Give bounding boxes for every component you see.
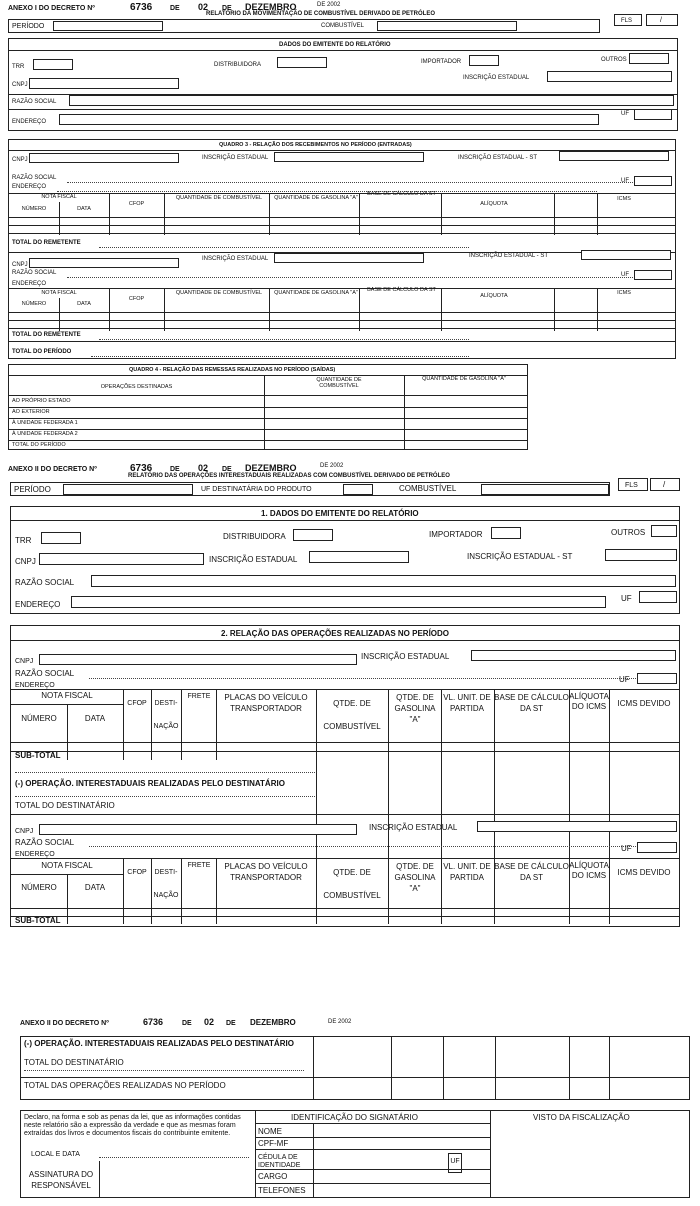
annex2-a-vlunit: VL. UNIT. DE PARTIDA — [443, 693, 491, 713]
annex2-b-uf: UF — [621, 844, 632, 853]
annex1-prefix: ANEXO I DO DECRETO Nº — [8, 5, 95, 12]
annex1-b1-inscricao-st-field[interactable] — [559, 151, 669, 161]
annex1-q4-qtdgas: QUANTIDADE DE GASOLINA "A" — [422, 376, 506, 382]
annex2-b-endereco: ENDEREÇO — [15, 851, 55, 858]
annex2-inscricao-st-field[interactable] — [605, 549, 677, 561]
annex1-b1-uf-field[interactable] — [634, 176, 672, 186]
annex1-emitente — [8, 38, 678, 131]
annex2-a-nota: NOTA FISCAL — [41, 691, 93, 700]
annex1-b1-cnpj-field[interactable] — [29, 153, 179, 163]
page3-ident-title: IDENTIFICAÇÃO DO SIGNATÁRIO — [291, 1113, 418, 1122]
page3-declaration: Declaro, na forma e sob as penas da lei, que as informações contidas neste relatório são a expressão da verdade e que as mesmas foram extraídas dos livros e documentos fiscais do contribuinte emitente. — [24, 1114, 241, 1137]
q4-row-label: AO PRÓPRIO ESTADO — [12, 398, 71, 404]
page3-prefix: ANEXO II DO DECRETO Nº — [20, 1020, 109, 1027]
annex1-b2-razao: RAZÃO SOCIAL — [12, 270, 57, 276]
annex2-cnpj-field[interactable] — [39, 553, 204, 565]
page3-opinter: (-) OPERAÇÃO. INTERESTADUAIS REALIZADAS PELO DESTINATÁRIO — [24, 1039, 294, 1048]
page3-cedula: CÉDULA DE IDENTIDADE — [258, 1154, 301, 1169]
annex2-year: DE 2002 — [320, 463, 344, 469]
annex2-day: 02 — [198, 463, 209, 473]
annex2-outros-field[interactable] — [651, 525, 677, 537]
annex1-day: 02 — [198, 2, 209, 12]
annex1-b2-inscricao-st: INSCRIÇÃO ESTADUAL - ST — [469, 253, 549, 259]
q4-row-label: AO EXTERIOR — [12, 409, 50, 415]
annex2-a-inscricao: INSCRIÇÃO ESTADUAL — [361, 652, 450, 661]
annex1-quadro4 — [8, 364, 528, 450]
annex2-a-inscricao-field[interactable] — [471, 650, 676, 661]
annex1-emitente-title: DADOS DO EMITENTE DO RELATÓRIO — [279, 42, 391, 48]
annex1-importador: IMPORTADOR — [421, 59, 462, 65]
annex2-a-frete: FRETE — [187, 693, 211, 700]
annex2-a-qtdecomb: QTDE. DE COMBUSTÍVEL — [323, 699, 381, 731]
annex2-a-qtdegas: QTDE. DE GASOLINA "A" — [394, 693, 436, 724]
annex2-a-endereco: ENDEREÇO — [15, 682, 55, 689]
q4-row-label: TOTAL DO PERÍODO — [12, 442, 66, 448]
annex2-periodo-field[interactable] — [63, 484, 193, 495]
page3-assinatura: ASSINATURA DO RESPONSÁVEL — [28, 1170, 94, 1190]
annex2-b-destinacao: DESTI- NAÇÃO — [153, 869, 179, 899]
annex2-b-vlunit: VL. UNIT. DE PARTIDA — [443, 862, 491, 882]
annex1-b2-icms: ICMS — [617, 290, 631, 296]
annex1-q4-op: OPERAÇÕES DESTINADAS — [100, 384, 173, 390]
page3-totals — [20, 1036, 690, 1100]
annex2-de2: DE — [222, 466, 232, 473]
annex1-b2-cnpj-field[interactable] — [29, 258, 179, 268]
page3-total-dest: TOTAL DO DESTINATÁRIO — [24, 1058, 124, 1067]
annex1-b2-uf: UF — [621, 272, 629, 278]
annex1-inscricao-field[interactable] — [547, 71, 672, 82]
annex2-b-subtotal: SUB-TOTAL — [15, 916, 61, 925]
annex2-cnpj: CNPJ — [15, 557, 36, 566]
annex2-combustivel: COMBUSTÍVEL — [399, 484, 457, 493]
annex1-b1-data: DATA — [77, 206, 91, 212]
annex1-de1: DE — [170, 5, 180, 12]
annex1-periodo-label: PERÍODO — [12, 23, 45, 30]
annex1-month: DEZEMBRO — [245, 2, 297, 12]
annex1-uf-field[interactable] — [634, 109, 672, 120]
page3-uf: UF — [450, 1158, 460, 1165]
page3-local-data: LOCAL E DATA — [31, 1151, 80, 1158]
annex2-inscricao-st: INSCRIÇÃO ESTADUAL - ST — [467, 552, 573, 561]
annex2-a-data: DATA — [84, 714, 106, 723]
annex1-b2-numero: NÚMERO — [21, 301, 47, 307]
annex1-b1-aliquota: ALÍQUOTA — [480, 201, 508, 207]
page3-cargo: CARGO — [258, 1172, 288, 1181]
annex2-trr: TRR — [15, 536, 32, 545]
annex1-b2-qtdcomb: QUANTIDADE DE COMBUSTÍVEL — [175, 290, 263, 296]
annex2-a-razao: RAZÃO SOCIAL — [15, 669, 75, 678]
annex1-outros-field[interactable] — [629, 53, 669, 64]
annex1-endereco-field[interactable] — [59, 114, 599, 125]
annex1-b2-inscricao-st-field[interactable] — [581, 250, 671, 260]
annex2-distribuidora: DISTRIBUIDORA — [223, 532, 286, 541]
annex1-b1-nota: NOTA FISCAL — [41, 194, 77, 200]
annex2-emitente — [10, 506, 680, 614]
annex2-combustivel-field[interactable] — [481, 484, 609, 495]
annex2-b-aliquota: ALÍQUOTA DO ICMS — [569, 861, 609, 880]
annex2-b-cnpj: CNPJ — [15, 828, 34, 835]
annex2-b-placas: PLACAS DO VEÍCULO TRANSPORTADOR — [224, 862, 308, 882]
annex2-a-subtotal: SUB-TOTAL — [15, 751, 61, 760]
annex2-outros: OUTROS — [611, 528, 646, 537]
annex1-b1-endereco: ENDEREÇO — [12, 184, 47, 190]
annex1-number: 6736 — [130, 2, 153, 13]
annex2-razao: RAZÃO SOCIAL — [15, 578, 75, 587]
annex2-fls-field[interactable] — [650, 478, 680, 491]
page3-total-ops: TOTAL DAS OPERAÇÕES REALIZADAS NO PERÍODO — [24, 1081, 226, 1090]
annex2-b-numero: NÚMERO — [21, 883, 57, 892]
annex2-importador-field[interactable] — [491, 527, 521, 539]
annex2-relacao — [10, 625, 680, 927]
annex1-b2-nota: NOTA FISCAL — [41, 290, 77, 296]
annex2-razao-field[interactable] — [91, 575, 676, 587]
annex1-b1-numero: NÚMERO — [21, 206, 47, 212]
annex1-b1-total-remetente: TOTAL DO REMETENTE — [12, 240, 81, 246]
annex2-b-qtdegas: QTDE. DE GASOLINA "A" — [394, 862, 436, 893]
annex2-a-opinter: (-) OPERAÇÃO. INTERESTADUAIS REALIZADAS PELO DESTINATÁRIO — [15, 779, 285, 788]
annex1-b1-cnpj: CNPJ — [12, 157, 28, 163]
annex2-emitente-title: 1. DADOS DO EMITENTE DO RELATÓRIO — [261, 509, 419, 518]
annex2-b-base: BASE DE CÁLCULO DA ST — [494, 862, 569, 882]
page3-day: 02 — [204, 1017, 215, 1027]
annex1-b2-aliquota: ALÍQUOTA — [480, 293, 508, 299]
annex2-b-inscricao-field[interactable] — [477, 821, 677, 832]
annex2-a-uf: UF — [619, 675, 630, 684]
annex2-importador: IMPORTADOR — [429, 530, 483, 539]
annex1-q4-qtdcomb: QUANTIDADE DE COMBUSTÍVEL — [316, 377, 362, 389]
annex2-fls-box — [618, 478, 648, 491]
annex1-b1-inscricao: INSCRIÇÃO ESTADUAL — [202, 155, 269, 161]
annex2-rel-title: 2. RELAÇÃO DAS OPERAÇÕES REALIZADAS NO PERÍODO — [221, 629, 450, 638]
annex1-fls-box — [614, 14, 642, 26]
annex1-razao-field[interactable] — [69, 95, 674, 106]
annex1-b2-base: BASE DE CÁLCULO DA ST — [367, 287, 436, 293]
annex1-razao: RAZÃO SOCIAL — [12, 99, 57, 105]
annex1-b1-cfop: CFOP — [128, 201, 145, 207]
annex1-b2-inscricao: INSCRIÇÃO ESTADUAL — [202, 256, 269, 262]
annex2-b-uf-field[interactable] — [637, 842, 677, 853]
annex1-b1-base: BASE DE CÁLCULO DA ST — [367, 191, 436, 197]
annex1-b2-cnpj: CNPJ — [12, 262, 28, 268]
annex2-de1: DE — [170, 466, 180, 473]
annex1-b2-cfop: CFOP — [128, 296, 145, 302]
annex1-combustivel-field[interactable] — [377, 21, 517, 31]
annex2-b-icms: ICMS DEVIDO — [617, 868, 671, 877]
annex1-b2-inscricao-field[interactable] — [274, 253, 424, 263]
annex1-trr: TRR — [12, 64, 25, 70]
annex2-fls: FLS — [625, 482, 638, 489]
page3-month: DEZEMBRO — [250, 1018, 296, 1027]
annex1-b1-inscricao-st: INSCRIÇÃO ESTADUAL - ST — [458, 155, 538, 161]
annex1-importador-field[interactable] — [469, 55, 499, 66]
page3-number: 6736 — [143, 1017, 164, 1027]
annex2-a-total-dest: TOTAL DO DESTINATÁRIO — [15, 801, 115, 810]
annex2-period-row — [10, 482, 610, 496]
annex1-distribuidora-field[interactable] — [277, 57, 327, 68]
annex2-prefix: ANEXO II DO DECRETO Nº — [8, 466, 97, 473]
annex1-b2-total-remetente: TOTAL DO REMETENTE — [12, 332, 81, 338]
annex2-endereco-field[interactable] — [71, 596, 606, 608]
annex2-b-cnpj-field[interactable] — [39, 824, 357, 835]
annex1-distribuidora: DISTRIBUIDORA — [214, 62, 262, 68]
page3-de2: DE — [226, 1020, 236, 1027]
annex1-cnpj-field[interactable] — [29, 78, 179, 89]
annex2-trr-field[interactable] — [41, 532, 81, 544]
annex2-periodo: PERÍODO — [14, 485, 51, 494]
page3-uf-box[interactable] — [448, 1153, 462, 1173]
annex2-title: RELATÓRIO DAS OPERAÇÕES INTERESTADUAIS REALIZADAS COM COMBUSTÍVEL DERIVADO DE PETRÓLEO — [128, 473, 450, 479]
annex2-inscricao-field[interactable] — [309, 551, 409, 563]
annex1-fls: FLS — [621, 18, 633, 24]
annex1-cnpj: CNPJ — [12, 82, 28, 88]
annex2-uf-dest: UF DESTINATÁRIA DO PRODUTO — [201, 486, 312, 493]
page3-cpf: CPF-MF — [258, 1139, 289, 1148]
annex1-b2-uf-field[interactable] — [634, 270, 672, 280]
annex1-title: RELATÓRIO DA MOVIMENTAÇÃO DE COMBUSTÍVEL DERIVADO DE PETRÓLEO — [206, 11, 436, 17]
annex1-b2-data: DATA — [77, 301, 91, 307]
page3-de1: DE — [182, 1020, 192, 1027]
annex1-q3-title: QUADRO 3 - RELAÇÃO DOS RECEBIMENTOS NO PERÍODO (ENTRADAS) — [219, 142, 412, 148]
annex2-a-cnpj: CNPJ — [15, 658, 34, 665]
annex2-month: DEZEMBRO — [245, 463, 297, 473]
page3-visto: VISTO DA FISCALIZAÇÃO — [533, 1113, 630, 1122]
annex1-b1-qtdgas: QUANTIDADE DE GASOLINA "A" — [274, 195, 358, 201]
annex1-outros: OUTROS — [601, 57, 627, 63]
annex2-uf-dest-field[interactable] — [343, 484, 373, 495]
annex2-uf-field[interactable] — [639, 591, 677, 603]
page3-nome: NOME — [258, 1127, 282, 1136]
annex1-fls-field[interactable] — [646, 14, 678, 26]
page3-year: DE 2002 — [328, 1019, 352, 1025]
annex1-b2-qtdgas: QUANTIDADE DE GASOLINA "A" — [274, 290, 358, 296]
annex1-period-row — [8, 19, 600, 33]
annex2-a-aliquota: ALÍQUOTA DO ICMS — [569, 692, 609, 711]
annex1-slash: / — [660, 17, 662, 24]
annex1-b1-razao: RAZÃO SOCIAL — [12, 175, 57, 181]
page3-telefones: TELEFONES — [258, 1186, 306, 1195]
annex1-total-periodo: TOTAL DO PERÍODO — [12, 349, 72, 355]
annex2-b-cfop: CFOP — [127, 869, 147, 876]
annex2-b-frete: FRETE — [187, 862, 211, 869]
annex1-de2: DE — [222, 5, 232, 12]
annex2-b-data: DATA — [84, 883, 106, 892]
annex2-b-qtdecomb: QTDE. DE COMBUSTÍVEL — [323, 868, 381, 900]
annex1-q4-title: QUADRO 4 - RELAÇÃO DAS REMESSAS REALIZADAS NO PERÍODO (SAÍDAS) — [129, 367, 336, 373]
annex1-combustivel-label: COMBUSTÍVEL — [321, 23, 365, 29]
annex1-uf: UF — [621, 111, 629, 117]
annex2-a-icms: ICMS DEVIDO — [617, 699, 671, 708]
annex1-b1-inscricao-field[interactable] — [274, 152, 424, 162]
annex2-a-uf-field[interactable] — [637, 673, 677, 684]
annex2-a-placas: PLACAS DO VEÍCULO TRANSPORTADOR — [224, 693, 308, 713]
q4-row-label: À UNIDADE FEDERADA 1 — [12, 420, 78, 426]
annex1-trr-field[interactable] — [33, 59, 73, 70]
annex1-endereco: ENDEREÇO — [12, 119, 47, 125]
annex2-number: 6736 — [130, 463, 153, 474]
annex2-a-numero: NÚMERO — [21, 714, 57, 723]
annex1-b1-qtdcomb: QUANTIDADE DE COMBUSTÍVEL — [175, 195, 263, 201]
annex2-a-cnpj-field[interactable] — [39, 654, 357, 665]
annex2-endereco: ENDEREÇO — [15, 600, 61, 609]
annex1-b2-endereco: ENDEREÇO — [12, 281, 47, 287]
annex2-distribuidora-field[interactable] — [293, 529, 333, 541]
annex1-periodo-field[interactable] — [53, 21, 163, 31]
annex1-b1-uf: UF — [621, 178, 629, 184]
annex1-quadro3 — [8, 139, 676, 359]
annex2-b-inscricao: INSCRIÇÃO ESTADUAL — [369, 823, 458, 832]
annex1-b1-icms: ICMS — [617, 196, 631, 202]
annex1-year: DE 2002 — [317, 2, 341, 8]
annex2-a-cfop: CFOP — [127, 700, 147, 707]
annex2-slash: / — [663, 480, 666, 489]
annex2-uf: UF — [621, 594, 632, 603]
annex2-a-base: BASE DE CÁLCULO DA ST — [494, 693, 569, 713]
annex2-inscricao: INSCRIÇÃO ESTADUAL — [209, 555, 298, 564]
annex2-b-razao: RAZÃO SOCIAL — [15, 838, 75, 847]
page3-signature — [20, 1110, 690, 1198]
q4-row-label: À UNIDADE FEDERADA 2 — [12, 431, 78, 437]
annex2-b-nota: NOTA FISCAL — [41, 861, 93, 870]
annex1-inscricao: INSCRIÇÃO ESTADUAL — [463, 75, 530, 81]
annex2-a-destinacao: DESTI- NAÇÃO — [153, 700, 179, 730]
